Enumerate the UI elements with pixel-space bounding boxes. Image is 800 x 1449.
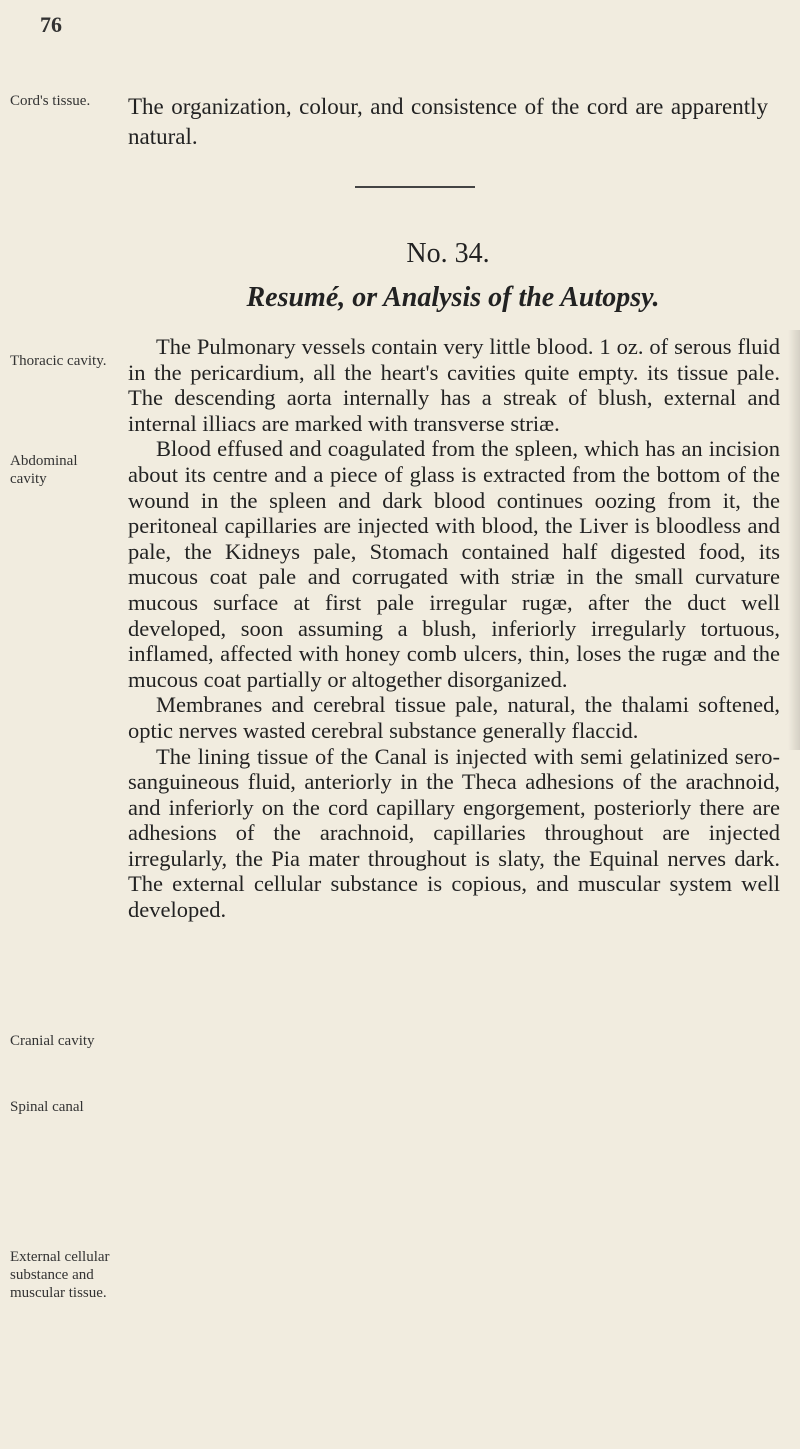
margin-note-abdominal-cavity: Abdominal cavity [10,453,78,487]
paragraph-thoracic: The Pulmonary vessels contain very little blood. 1 oz. of serous fluid in the pericardium, all the heart's cavities quite empty. its tissue pale. The descending aorta internally has a streak of blush, external and internal illiacs are marked with transverse striæ. [128,334,780,436]
margin-note-spinal-canal: Spinal canal [10,1099,84,1115]
page-edge-shadow [788,330,800,750]
section-title: Resumé, or Analysis of the Autopsy. [246,282,660,313]
margin-note-thoracic-cavity: Thoracic cavity. [10,353,107,369]
paragraph-cranial: Membranes and cerebral tissue pale, natural, the thalami softened, optic nerves wasted cerebral substance generally flaccid. [128,692,780,743]
margin-note-cranial-cavity: Cranial cavity [10,1033,95,1049]
body-text [128,334,780,923]
paragraph-spinal: The lining tissue of the Canal is injected with semi gelatinized sero-sanguineous fluid, anteriorly in the Theca adhesions of the arachnoid, and inferiorly on the cord capillary engorgement, posteriorly there are adhesions of the arachnoid, capillaries throughout are injected irregularly, the Pia mater throughout is slaty, the Equinal nerves dark. The external cellular substance is copious, and muscular system well developed. [128,743,780,923]
section-divider [355,186,475,188]
margin-note-cords-tissue: Cord's tissue. [10,93,91,109]
section-number: No. 34. [406,238,490,269]
intro-paragraph: The organization, colour, and consistence of the cord are apparently natural. [128,94,768,149]
paragraph-abdominal: Blood effused and coagulated from the spleen, which has an incision about its centre and a piece of glass is extracted from the bottom of the wound in the spleen and dark blood continues oozing from it, the peritoneal capillaries are injected with blood, the Liver is bloodless and pale, the Kidneys pale, Stomach contained half digested food, its mucous coat pale and corrugated with striæ in the small curvature mucous surface at first pale irregular rugæ, after the duct well developed, soon assuming a blush, inferiorly irregularly tortuous, inflamed, affected with honey comb ulcers, thin, loses the rugæ and the mucous coat partially or altogether disorganized. [128,436,780,692]
page-number: 76 [40,12,62,37]
margin-note-external-tissue: External cellular substance and muscular tissue. [10,1249,110,1301]
